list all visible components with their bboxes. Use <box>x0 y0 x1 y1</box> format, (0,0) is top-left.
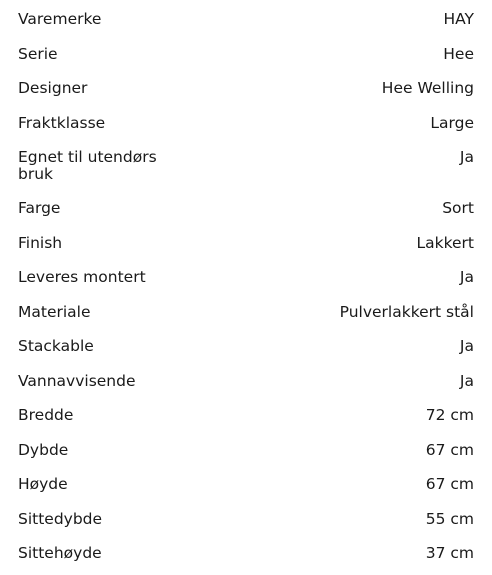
spec-value: HAY <box>443 10 474 28</box>
spec-row-stackable <box>18 338 474 355</box>
spec-label: Finish <box>18 234 63 252</box>
spec-row-depth <box>18 442 474 459</box>
spec-label: Varemerke <box>18 10 102 28</box>
spec-label: Dybde <box>18 441 69 459</box>
spec-row-color <box>18 200 474 217</box>
spec-row-material <box>18 304 474 321</box>
spec-label: Materiale <box>18 303 91 321</box>
spec-label: Stackable <box>18 337 94 355</box>
spec-value: Ja <box>459 268 474 286</box>
spec-value: Ja <box>459 148 474 166</box>
spec-label: Sittedybde <box>18 510 103 528</box>
spec-value: Ja <box>459 337 474 355</box>
spec-value: 72 cm <box>425 406 474 424</box>
spec-row-width <box>18 407 474 424</box>
spec-label: Farge <box>18 199 61 217</box>
spec-row-seat-depth <box>18 511 474 528</box>
spec-row-outdoor-use <box>18 149 474 183</box>
spec-value: 37 cm <box>425 544 474 562</box>
spec-label: Sittehøyde <box>18 544 102 562</box>
spec-value: 67 cm <box>425 475 474 493</box>
spec-label: Leveres montert <box>18 268 146 286</box>
spec-label: Serie <box>18 45 58 63</box>
spec-row-series <box>18 46 474 63</box>
spec-value: Pulverlakkert stål <box>339 303 474 321</box>
spec-row-delivered-assembled <box>18 269 474 286</box>
spec-value: Ja <box>459 372 474 390</box>
spec-value: 55 cm <box>425 510 474 528</box>
spec-value: Lakkert <box>416 234 474 252</box>
spec-value: 67 cm <box>425 441 474 459</box>
spec-row-designer <box>18 80 474 97</box>
spec-value: Sort <box>442 199 474 217</box>
spec-label: Vannavvisende <box>18 372 136 390</box>
spec-row-finish <box>18 235 474 252</box>
spec-label: Høyde <box>18 475 68 493</box>
spec-row-brand <box>18 11 474 28</box>
spec-label: Egnet til utendørs bruk <box>18 148 157 183</box>
spec-row-seat-height <box>18 545 474 562</box>
spec-label: Bredde <box>18 406 74 424</box>
spec-row-water-repellent <box>18 373 474 390</box>
spec-row-height <box>18 476 474 493</box>
spec-value: Hee <box>443 45 474 63</box>
spec-row-shipping-class <box>18 115 474 132</box>
spec-value: Hee Welling <box>381 79 474 97</box>
spec-label: Designer <box>18 79 88 97</box>
spec-label: Fraktklasse <box>18 114 106 132</box>
spec-value: Large <box>430 114 474 132</box>
